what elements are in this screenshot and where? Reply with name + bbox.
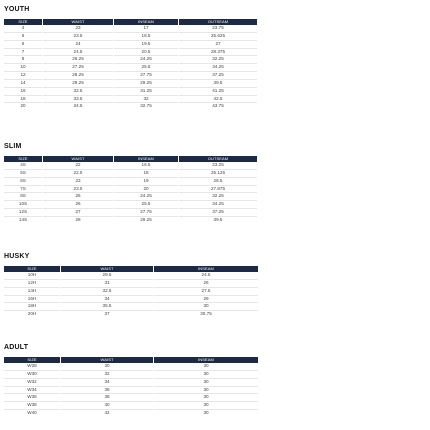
section-title-husky: HUSKY: [4, 253, 30, 260]
cell-outseam: 23.25: [179, 162, 257, 170]
cell-waist: 27: [43, 209, 113, 217]
cell-waist: 27.25: [43, 64, 113, 72]
table-row: [4, 41, 257, 49]
table-row: [4, 193, 257, 201]
cell-size: 10S: [4, 201, 42, 209]
table-row: [4, 88, 257, 96]
cell-waist: 26.25: [43, 56, 113, 64]
column-header-size: SIZE: [4, 156, 42, 162]
section-title-adult: ADULT: [4, 344, 29, 351]
cell-inseam: 24.5: [154, 272, 258, 280]
cell-size: 5: [4, 33, 42, 41]
cell-waist: 28: [75, 216, 81, 222]
column-header-size: SIZE: [4, 19, 42, 25]
table-row: [4, 33, 257, 41]
cell-size: 8: [4, 56, 42, 64]
cell-inseam: 27.75: [114, 209, 178, 217]
cell-inseam: 20: [114, 186, 178, 194]
table-row: [4, 64, 257, 72]
cell-waist: 30: [61, 363, 153, 371]
table-row: [4, 178, 257, 186]
cell-waist: 23: [43, 25, 113, 33]
cell-waist: 42: [104, 410, 110, 416]
cell-size: 10: [4, 64, 42, 72]
cell-waist: 34.5: [73, 103, 83, 109]
cell-inseam: 31.25: [114, 88, 178, 96]
column-header-waist: WAIST: [43, 19, 113, 25]
cell-inseam: 16.5: [114, 162, 178, 170]
table-row: [4, 379, 258, 387]
column-header-inseam: INSEAM: [114, 19, 178, 25]
cell-size: 10H: [4, 272, 60, 280]
cell-waist: 34: [61, 296, 153, 304]
cell-outseam: 41.25: [179, 88, 257, 96]
cell-waist: 40: [61, 402, 153, 410]
cell-size: 16: [4, 88, 42, 96]
cell-outseam: 34.25: [179, 64, 257, 72]
table-row: [4, 170, 257, 178]
table-row: [4, 96, 257, 104]
cell-inseam: 18: [114, 170, 178, 178]
cell-waist: 24: [43, 41, 113, 49]
section-title-slim: SLIM: [4, 143, 22, 150]
table-row: [4, 72, 257, 80]
cell-inseam: 27.75: [114, 72, 178, 80]
slim-section: [4, 142, 254, 224]
column-header-inseam: INSEAM: [154, 357, 258, 363]
column-header-inseam: INSEAM: [154, 266, 258, 272]
cell-size: W30: [4, 371, 60, 379]
adult-section: [4, 343, 254, 417]
table-row: [4, 303, 258, 311]
cell-size: 18: [4, 96, 42, 104]
cell-inseam: 17: [114, 25, 178, 33]
table-row: [4, 410, 258, 417]
cell-inseam: 20.5: [114, 49, 178, 57]
cell-outseam: 34.25: [179, 201, 257, 209]
cell-size: W32: [4, 379, 60, 387]
cell-waist: 24.5: [43, 49, 113, 57]
column-header-outseam: OUTSEAM: [179, 156, 257, 162]
table-row: [4, 25, 257, 33]
table-row: [4, 371, 258, 379]
cell-size: 7: [4, 49, 42, 57]
cell-waist: 28.25: [43, 72, 113, 80]
cell-outseam: 23.75: [179, 25, 257, 33]
cell-inseam: 30: [154, 371, 258, 379]
cell-size: 6S: [4, 178, 42, 186]
table-row: [4, 296, 258, 304]
slim-size-table: [3, 156, 258, 224]
cell-size: W36: [4, 394, 60, 402]
cell-inseam: 32: [114, 96, 178, 104]
table-row: [4, 201, 257, 209]
cell-size: W34: [4, 387, 60, 395]
cell-size: 16H: [4, 296, 60, 304]
cell-inseam: 27.5: [154, 288, 258, 296]
cell-waist: 31: [61, 280, 153, 288]
youth-size-table: [3, 19, 258, 110]
table-row: [4, 162, 257, 170]
table-row: [4, 280, 258, 288]
cell-inseam: 30: [154, 387, 258, 395]
table-row: [4, 80, 257, 88]
cell-inseam: 24.25: [114, 56, 178, 64]
table-row: [4, 394, 258, 402]
cell-waist: 36: [61, 387, 153, 395]
cell-outseam: 39.5: [213, 216, 223, 222]
cell-waist: 22: [43, 162, 113, 170]
table-row: [4, 209, 257, 217]
cell-size: 20H: [27, 311, 37, 317]
table-row: [4, 56, 257, 64]
cell-size: 14S: [18, 216, 28, 222]
table-row: [4, 103, 257, 110]
cell-outseam: 27.875: [179, 186, 257, 194]
column-header-waist: WAIST: [43, 156, 113, 162]
column-header-size: SIZE: [4, 357, 60, 363]
cell-size: 14H: [4, 288, 60, 296]
cell-size: 14: [4, 80, 42, 88]
cell-inseam: 30: [203, 410, 209, 416]
cell-size: 18H: [4, 303, 60, 311]
cell-inseam: 29.25: [140, 216, 152, 222]
cell-waist: 23.5: [43, 186, 113, 194]
cell-outseam: 25.625: [179, 33, 257, 41]
cell-waist: 23.5: [43, 33, 113, 41]
youth-section: [4, 5, 254, 110]
column-header-size: SIZE: [4, 266, 60, 272]
cell-size: W38: [4, 402, 60, 410]
cell-size: 6: [4, 41, 42, 49]
cell-waist: 22.5: [43, 170, 113, 178]
cell-inseam: 19.5: [114, 41, 178, 49]
cell-inseam: 30: [154, 402, 258, 410]
cell-waist: 32.5: [61, 288, 153, 296]
cell-waist: 32.5: [43, 88, 113, 96]
section-title-youth: YOUTH: [4, 6, 30, 13]
table-row: [4, 402, 258, 410]
column-header-waist: WAIST: [61, 357, 153, 363]
cell-waist: 34: [61, 379, 153, 387]
cell-inseam: 29: [154, 296, 258, 304]
cell-inseam: 30: [154, 379, 258, 387]
cell-outseam: 39.5: [179, 80, 257, 88]
column-header-inseam: INSEAM: [114, 156, 178, 162]
cell-inseam: 26: [154, 280, 258, 288]
cell-size: 4S: [4, 162, 42, 170]
table-row: [4, 387, 258, 395]
cell-waist: 35.5: [61, 303, 153, 311]
cell-outseam: 32.25: [179, 56, 257, 64]
cell-inseam: 24.25: [114, 193, 178, 201]
cell-outseam: 37.25: [179, 209, 257, 217]
cell-waist: 29.5: [61, 272, 153, 280]
cell-inseam: 32.75: [140, 103, 152, 109]
cell-size: 20: [20, 103, 26, 109]
cell-size: W40: [27, 410, 37, 416]
table-row: [4, 288, 258, 296]
cell-waist: 25: [43, 193, 113, 201]
adult-size-table: [3, 357, 259, 417]
table-row: [4, 217, 257, 224]
husky-size-table: [3, 266, 259, 318]
cell-inseam: 30: [154, 394, 258, 402]
cell-inseam: 18.5: [114, 33, 178, 41]
cell-waist: 32: [61, 371, 153, 379]
husky-section: [4, 252, 254, 318]
cell-size: W28: [4, 363, 60, 371]
table-row: [4, 363, 258, 371]
cell-outseam: 43.75: [212, 103, 224, 109]
cell-waist: 37: [104, 311, 110, 317]
cell-inseam: 29.25: [114, 80, 178, 88]
cell-outseam: 28.375: [179, 49, 257, 57]
cell-inseam: 19: [114, 178, 178, 186]
cell-inseam: 30: [154, 303, 258, 311]
cell-outseam: 42.5: [179, 96, 257, 104]
cell-size: 8S: [4, 193, 42, 201]
cell-outseam: 32.25: [179, 193, 257, 201]
cell-inseam: 25.5: [114, 64, 178, 72]
table-row: [4, 49, 257, 57]
cell-size: 4: [4, 25, 42, 33]
cell-waist: 29.25: [43, 80, 113, 88]
column-header-outseam: OUTSEAM: [179, 19, 257, 25]
cell-size: 12S: [4, 209, 42, 217]
cell-size: 12: [4, 72, 42, 80]
cell-outseam: 26.5: [179, 178, 257, 186]
cell-size: 5S: [4, 170, 42, 178]
table-row: [4, 311, 258, 318]
cell-waist: 26: [43, 201, 113, 209]
cell-inseam: 25.5: [114, 201, 178, 209]
table-row: [4, 272, 258, 280]
cell-waist: 23: [43, 178, 113, 186]
cell-inseam: 30.75: [200, 311, 212, 317]
cell-outseam: 27: [179, 41, 257, 49]
cell-size: 7S: [4, 186, 42, 194]
cell-waist: 38: [61, 394, 153, 402]
cell-size: 12H: [4, 280, 60, 288]
cell-inseam: 30: [154, 363, 258, 371]
cell-outseam: 37.25: [179, 72, 257, 80]
cell-waist: 33.5: [43, 96, 113, 104]
column-header-waist: WAIST: [61, 266, 153, 272]
cell-outseam: 25.125: [179, 170, 257, 178]
table-row: [4, 186, 257, 194]
